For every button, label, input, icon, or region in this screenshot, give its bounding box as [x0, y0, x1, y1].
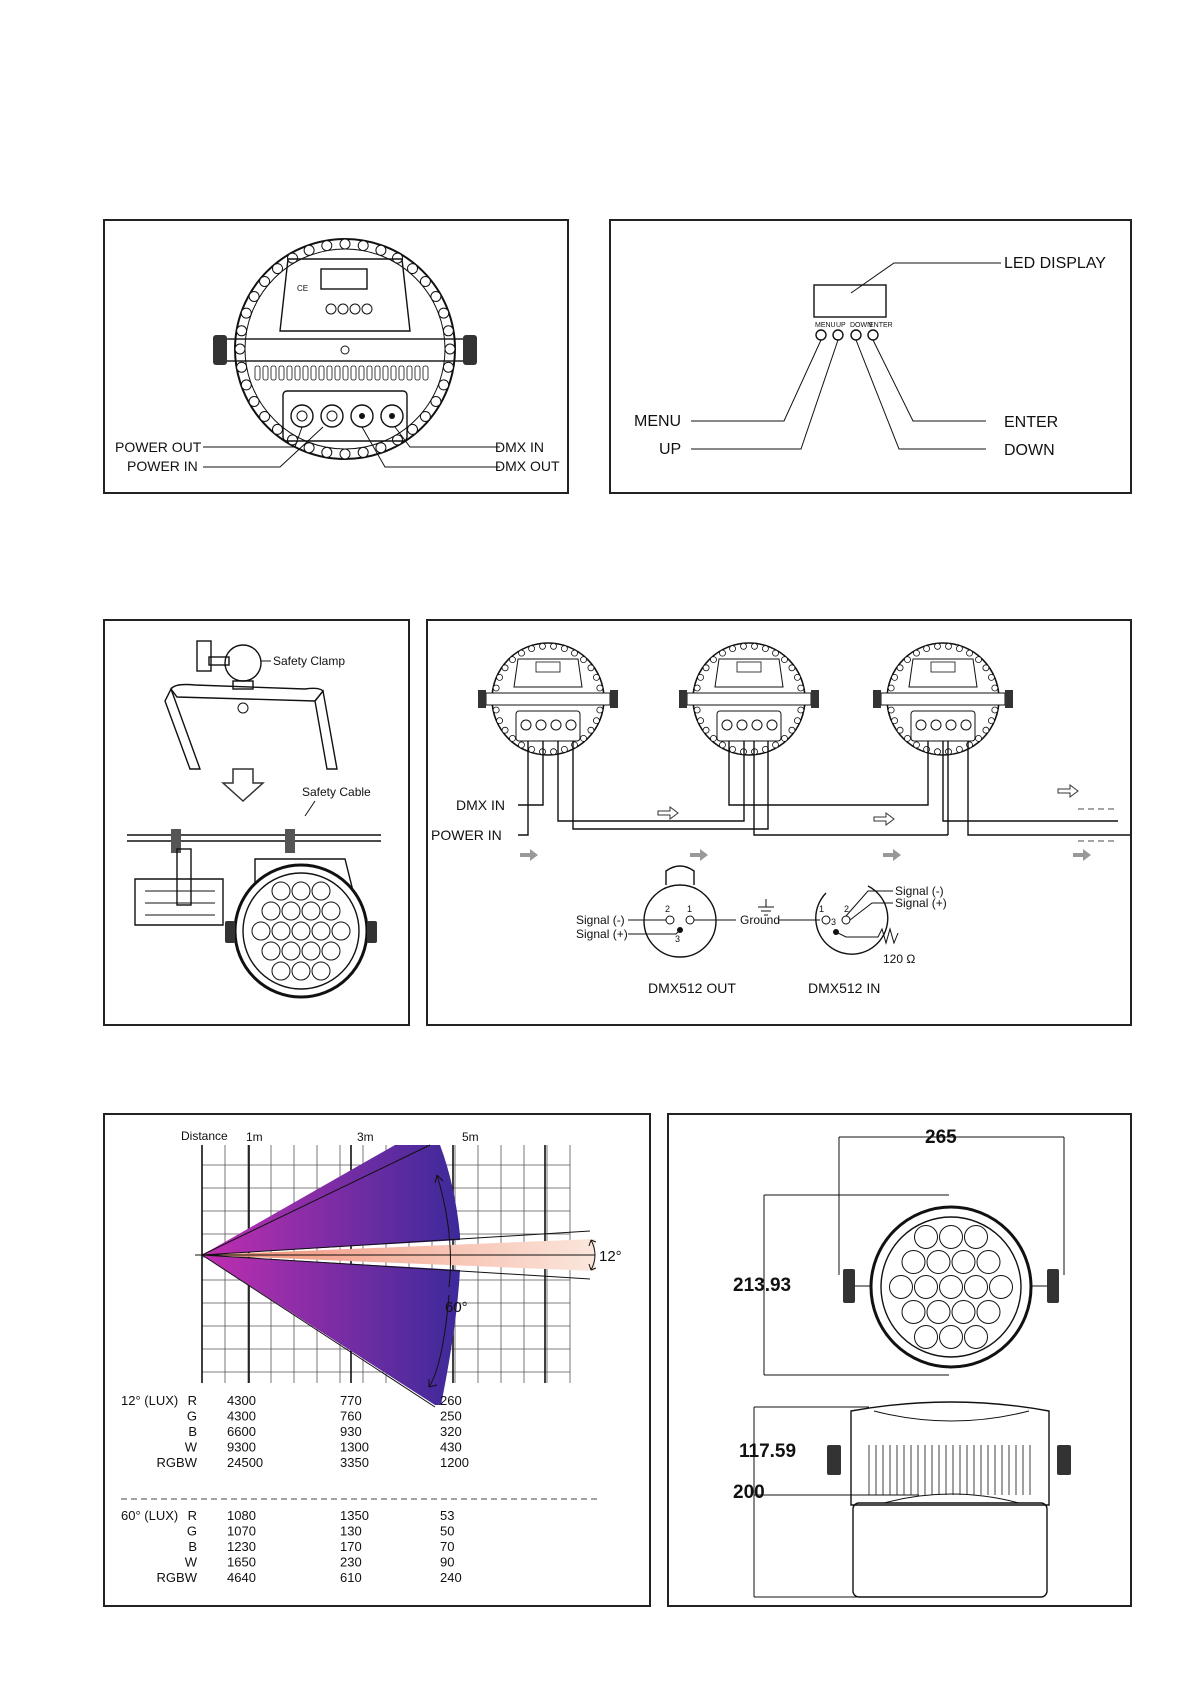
beam-panel	[103, 1113, 651, 1607]
lux-value: 50	[440, 1523, 455, 1539]
lux-value: 170	[340, 1539, 362, 1554]
lux-value: 70	[440, 1539, 455, 1554]
lux-channel: G	[186, 1408, 197, 1424]
mini-button-labels	[815, 322, 893, 329]
power-in-label: POWER IN	[127, 458, 198, 474]
down-label: DOWN	[1004, 442, 1055, 459]
lux-value: 53	[440, 1508, 455, 1523]
svg-text:2: 2	[844, 904, 850, 914]
down-arrow-icon	[223, 769, 263, 801]
fixture-chain	[478, 643, 1013, 755]
angle-12-label: 12°	[599, 1248, 622, 1265]
fixture-body	[235, 239, 455, 459]
lux-value: 1230	[227, 1539, 256, 1554]
up-button-icon	[833, 330, 843, 340]
lux-value: 240	[440, 1570, 462, 1585]
svg-text:3: 3	[675, 934, 681, 944]
distance-5m: 5m	[462, 1130, 479, 1144]
svg-text:UP: UP	[836, 322, 846, 329]
svg-text:3: 3	[831, 917, 837, 927]
front-view-fixture-icon	[843, 1207, 1059, 1367]
dmx-out-label: DMX OUT	[495, 458, 560, 474]
power-flow-arrow-icon	[520, 849, 1091, 861]
lux-channel: R	[187, 1393, 197, 1408]
height-dimension: 213.93	[733, 1275, 792, 1296]
rear-view-drawing	[105, 221, 569, 494]
rear-view-panel	[103, 219, 569, 494]
dmx512-in-title: DMX512 IN	[808, 980, 881, 996]
svg-text:1: 1	[687, 904, 693, 914]
side-view-fixture-icon	[827, 1402, 1071, 1597]
lux-value: 130	[340, 1523, 362, 1539]
lux-channel: R	[187, 1508, 197, 1523]
out-signal-minus-label: Signal (-)	[576, 913, 625, 927]
lux-value: 1070	[227, 1523, 256, 1539]
lux-value: 4300	[227, 1408, 256, 1424]
lux-value: 430	[440, 1439, 462, 1455]
wide-beam-upper	[202, 1145, 460, 1255]
depth-a-dimension: 117.59	[739, 1441, 797, 1462]
right-knob-icon	[463, 335, 477, 365]
lux-channel: RGBW	[156, 1570, 197, 1585]
svg-text:ENTER: ENTER	[869, 322, 893, 329]
depth-b-dimension: 200	[733, 1482, 765, 1503]
lux-channel: G	[186, 1523, 197, 1539]
lux-value: 260	[440, 1393, 462, 1408]
dmx512-in-connector-icon	[816, 886, 888, 954]
power-out-label: POWER OUT	[115, 439, 202, 455]
lux-value: 6600	[227, 1424, 256, 1439]
svg-text:2: 2	[665, 904, 671, 914]
power-in-label: POWER IN	[431, 827, 502, 843]
svg-text:1: 1	[819, 904, 825, 914]
distance-3m: 3m	[357, 1130, 374, 1144]
lux-value: 320	[440, 1424, 462, 1439]
lux-channel: W	[184, 1439, 197, 1455]
lux-tables	[121, 1393, 469, 1585]
wide-beam-lower	[202, 1255, 460, 1405]
up-label: UP	[659, 441, 682, 458]
svg-text:MENU: MENU	[815, 322, 836, 329]
lux-value: 1080	[227, 1508, 256, 1523]
mounting-drawing	[105, 621, 410, 1026]
mounting-panel	[103, 619, 410, 1026]
safety-clamp-label: Safety Clamp	[273, 654, 346, 668]
svg-text:DOWN: DOWN	[850, 322, 873, 329]
wiring-drawing	[428, 621, 1132, 1026]
lux-value: 4640	[227, 1570, 256, 1585]
ground-label: Ground	[740, 913, 781, 927]
lux-value: 1650	[227, 1554, 256, 1570]
menu-button-icon	[816, 330, 826, 340]
enter-button-icon	[868, 330, 878, 340]
width-dimension: 265	[925, 1127, 957, 1148]
distance-1m: 1m	[246, 1130, 263, 1144]
dimensions-drawing	[669, 1115, 1132, 1607]
lux-value: 90	[440, 1554, 455, 1570]
led-display-icon	[814, 285, 886, 317]
led-display-label: LED DISPLAY	[1004, 255, 1106, 272]
angle-60-label: 60°	[445, 1299, 468, 1316]
in-signal-plus-label: Signal (+)	[895, 896, 947, 910]
lux-table-title: 12° (LUX)	[121, 1393, 179, 1408]
lux-value: 760	[340, 1408, 362, 1424]
dmx-in-label: DMX IN	[495, 439, 544, 455]
lux-value: 250	[440, 1408, 462, 1424]
lux-value: 1300	[340, 1439, 369, 1455]
lux-table-title: 60° (LUX)	[121, 1508, 179, 1523]
menu-label: MENU	[634, 413, 682, 430]
lux-value: 24500	[227, 1455, 264, 1470]
dmx512-out-connector-icon	[644, 866, 716, 957]
beam-drawing	[105, 1115, 651, 1607]
lux-channel: W	[184, 1554, 197, 1570]
lux-value: 930	[340, 1424, 362, 1439]
left-knob-icon	[213, 335, 227, 365]
resistor-label: 120 Ω	[883, 952, 916, 966]
lux-value: 1350	[340, 1508, 369, 1523]
out-signal-plus-label: Signal (+)	[576, 927, 628, 941]
dmx512-out-title: DMX512 OUT	[648, 980, 736, 996]
enter-label: ENTER	[1004, 414, 1059, 431]
down-button-icon	[851, 330, 861, 340]
lux-channel: B	[188, 1424, 197, 1439]
wiring-panel	[426, 619, 1132, 1026]
lux-value: 230	[340, 1554, 362, 1570]
dimensions-panel	[667, 1113, 1132, 1607]
lux-value: 3350	[340, 1455, 369, 1470]
safety-clamp-icon	[197, 641, 261, 689]
front-fixture-icon	[225, 829, 377, 997]
lux-value: 1200	[440, 1455, 469, 1470]
dmx-in-label: DMX IN	[456, 797, 505, 813]
display-panel	[609, 219, 1132, 494]
svg-text:CE: CE	[297, 284, 309, 293]
lux-channel: RGBW	[156, 1455, 197, 1470]
safety-cable-label: Safety Cable	[302, 785, 371, 799]
lux-value: 9300	[227, 1439, 256, 1455]
lux-value: 4300	[227, 1393, 256, 1408]
display-drawing	[611, 221, 1132, 494]
lux-channel: B	[188, 1539, 197, 1554]
in-signal-minus-label: Signal (-)	[895, 884, 944, 898]
lux-value: 610	[340, 1570, 362, 1585]
side-fixture-icon	[135, 829, 223, 925]
distance-label: Distance	[181, 1129, 228, 1143]
lux-value: 770	[340, 1393, 362, 1408]
